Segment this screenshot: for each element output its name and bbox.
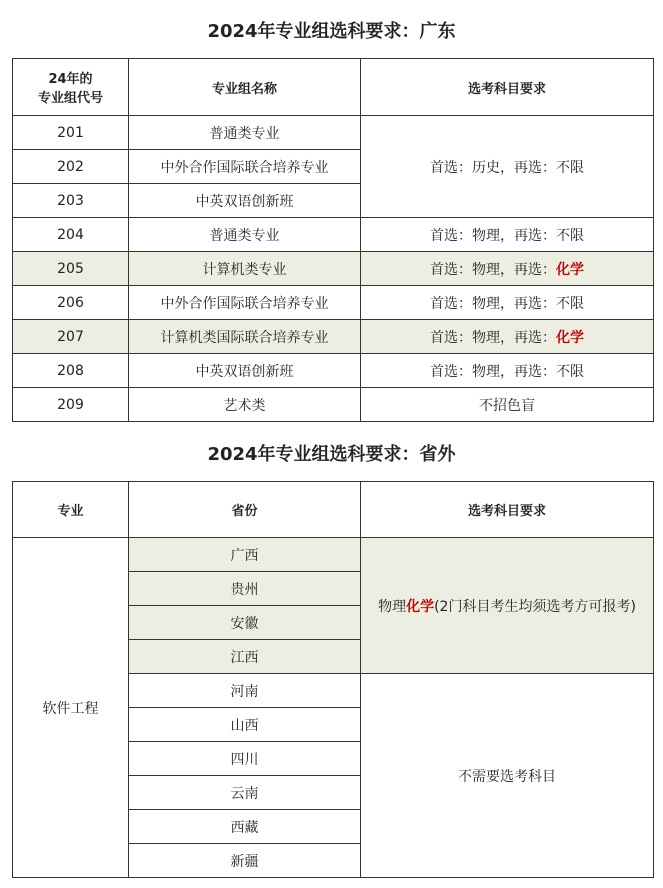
table-row xyxy=(13,218,654,252)
header-subject-requirement: 选考科目要求 xyxy=(361,59,654,116)
table-row xyxy=(13,116,654,150)
group-code: 204 xyxy=(13,218,129,252)
table-row-highlighted xyxy=(13,252,654,286)
province-name: 江西 xyxy=(129,640,361,674)
subject-requirement: 首选：物理，再选：不限 xyxy=(361,286,654,320)
group-code: 205 xyxy=(13,252,129,286)
page-title-guangdong: 2024年专业组选科要求：广东 xyxy=(207,21,456,42)
province-name: 广西 xyxy=(129,538,361,572)
header-province: 省份 xyxy=(129,482,361,538)
chemistry-highlight: 化学 xyxy=(556,261,584,278)
group-name: 普通类专业 xyxy=(129,218,361,252)
group-name: 中外合作国际联合培养专业 xyxy=(129,150,361,184)
out-of-province-requirements-table xyxy=(12,481,654,878)
subject-requirement: 首选：历史，再选：不限 xyxy=(361,116,654,218)
table-header-row xyxy=(13,482,654,538)
province-name: 四川 xyxy=(129,742,361,776)
group-code: 207 xyxy=(13,320,129,354)
group-name: 中英双语创新班 xyxy=(129,354,361,388)
page-title-out-of-province: 2024年专业组选科要求：省外 xyxy=(207,444,456,465)
group-code: 202 xyxy=(13,150,129,184)
province-name: 西藏 xyxy=(129,810,361,844)
chemistry-highlight: 化学 xyxy=(556,329,584,346)
chemistry-highlight: 化学 xyxy=(406,598,435,615)
group-code: 208 xyxy=(13,354,129,388)
header-group-code-line1: 24年的 xyxy=(48,72,93,87)
requirement-prefix: 物理 xyxy=(378,598,407,615)
province-name: 河南 xyxy=(129,674,361,708)
group-code: 206 xyxy=(13,286,129,320)
subject-requirement: 不招色盲 xyxy=(361,388,654,422)
major-name: 软件工程 xyxy=(13,538,129,878)
table-row-highlighted xyxy=(13,320,654,354)
subject-requirement xyxy=(361,538,654,674)
header-group-code-line2: 专业组代号 xyxy=(37,91,103,106)
table-row xyxy=(13,286,654,320)
subject-requirement: 首选：物理，再选：不限 xyxy=(361,354,654,388)
subject-requirement xyxy=(361,320,654,354)
header-subject-requirement: 选考科目要求 xyxy=(361,482,654,538)
group-code: 203 xyxy=(13,184,129,218)
table-row xyxy=(13,538,654,572)
requirement-suffix: (2门科目考生均须选考方可报考) xyxy=(434,598,636,615)
header-major: 专业 xyxy=(13,482,129,538)
group-name: 计算机类专业 xyxy=(129,252,361,286)
subject-requirement xyxy=(361,252,654,286)
province-name: 贵州 xyxy=(129,572,361,606)
province-name: 安徽 xyxy=(129,606,361,640)
table-row xyxy=(13,388,654,422)
group-name: 中外合作国际联合培养专业 xyxy=(129,286,361,320)
group-code: 201 xyxy=(13,116,129,150)
guangdong-requirements-table xyxy=(12,58,654,422)
province-name: 云南 xyxy=(129,776,361,810)
province-name: 新疆 xyxy=(129,844,361,878)
table-row xyxy=(13,354,654,388)
group-name: 艺术类 xyxy=(129,388,361,422)
subject-requirement: 首选：物理，再选：不限 xyxy=(361,218,654,252)
group-name: 普通类专业 xyxy=(129,116,361,150)
requirement-prefix: 首选：物理，再选： xyxy=(430,329,556,346)
group-name: 中英双语创新班 xyxy=(129,184,361,218)
requirement-prefix: 首选：物理，再选： xyxy=(430,261,556,278)
group-code: 209 xyxy=(13,388,129,422)
table-header-row xyxy=(13,59,654,116)
header-group-name: 专业组名称 xyxy=(129,59,361,116)
subject-requirement: 不需要选考科目 xyxy=(361,674,654,878)
group-name: 计算机类国际联合培养专业 xyxy=(129,320,361,354)
header-group-code xyxy=(13,59,129,116)
province-name: 山西 xyxy=(129,708,361,742)
